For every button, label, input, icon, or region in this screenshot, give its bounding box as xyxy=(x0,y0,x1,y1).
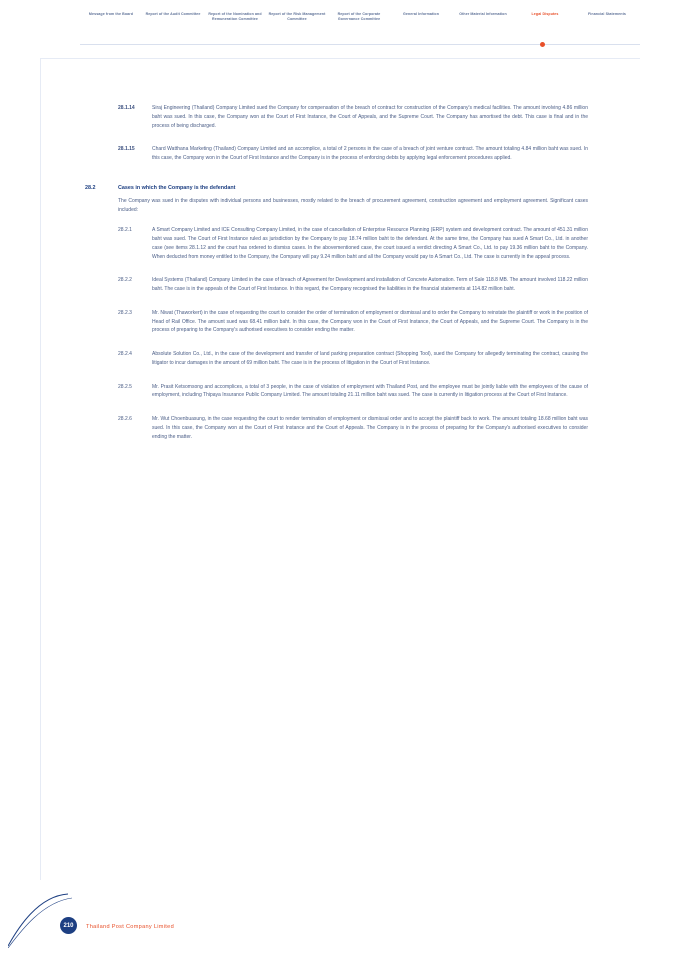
sub-clause-28-2-5 xyxy=(118,383,588,401)
clause-number: 28.2.1 xyxy=(118,227,132,234)
clause-text: Ideal Systems (Thailand) Company Limited in the case of breach of Agreement for Development and installation of Concrete Automation. Term of Sale 118.8 MB. The amount involved 118.22 million baht. The case is in the appeals of the Court of First Instance. In this regard, the Company recognised the liabilities in the financial statements at 114.82 million baht. xyxy=(152,277,588,292)
clause-number: 28.1.15 xyxy=(118,146,135,153)
sub-clause-28-2-6 xyxy=(118,415,588,441)
clause-text: Absolute Solution Co., Ltd., in the case of the development and transfer of land parking preparation contract (Shopping Tool), sued the Company for allegedly terminating the contract, causing the litigator to incur damages in the amount of 69 million baht. The case is in the process of litigation in the Court of First Instance. xyxy=(152,351,588,366)
nav-active-marker-icon xyxy=(540,42,545,47)
clause-text: Mr. Wut Choenbuasung, in the case requesting the court to render termination of employment or dismissal order and to accept the plaintiff back to work. The amount totaling 18.68 million baht was sued. In this case, the Company won at the Court of First Instance and the Court of Appeals. The Company is in the process of preparing for the Company's authorised executives to consider ending the matter. xyxy=(152,416,588,440)
clause-text: A Smart Company Limited and ICE Consulting Company Limited, in the case of cancellation of Enterprise Resource Planning (ERP) system and development contract. The amount of 451.31 million baht was sued. The Court of First Instance ruled as jurisdiction by the Company to pay 18.74 million baht to the defendant. At the same time, the Company has sued A Smart Co., Ltd. in another case (see items 28.1.12 and the court has ordered to dismiss cases. In the abovementioned case, the court issued a verdict directing A Smart Co., Ltd. to pay 19.36 million baht to the Company. When deducted from money entitled to the Company, the Company will pay 9.24 million baht and all the Company would pay to A Smart Co., Ltd. The case is currently in the appeal process. xyxy=(152,227,588,260)
section-intro-text: The Company was sued in the disputes with individual persons and businesses, mostly related to the breach of procurement agreement, construction agreement and employment agreement. Significant cases included: xyxy=(118,197,588,213)
clause-text: Siraj Engineering (Thailand) Company Limited sued the Company for compensation of the breach of contract for construction of the Company's medical facilities. The amount involving 4.86 million baht was sued. In this case, the Company won at the Court of First Instance, the Court of Appeals, and the Supreme Court. The Company has amortised the debt. This case is final and in the process of being discharged. xyxy=(152,105,588,129)
nav-item-2-label: Report of the Nomination and Remuneration Committee xyxy=(208,12,262,22)
nav-item-6[interactable] xyxy=(452,12,514,19)
nav-item-4-label: Report of the Corporate Governance Committee xyxy=(337,12,381,22)
nav-item-1[interactable] xyxy=(142,12,204,19)
document-body xyxy=(85,104,588,456)
nav-item-5[interactable] xyxy=(390,12,452,19)
clause-number: 28.2.2 xyxy=(118,277,132,284)
page-number-badge: 210 xyxy=(60,917,77,934)
nav-item-7-label: Legal Disputes xyxy=(531,12,559,16)
clause-number: 28.2.3 xyxy=(118,309,132,316)
clause-number: 28.2.4 xyxy=(118,351,132,357)
clause-number: 28.2.6 xyxy=(118,416,132,422)
clause-28-1-15 xyxy=(118,145,588,163)
sub-clause-28-2-1 xyxy=(118,226,588,261)
nav-item-list xyxy=(0,0,680,24)
clause-text: Chard Watthana Marketing (Thailand) Company Limited and an accomplice, a total of 2 persons in the case of a breach of joint venture contract. The amount totaling 4.84 million baht was sued. In this case, the Company won in the Court of First Instance and the Company is in the process of enforcing debts by applying legal enforcement procedures applied. xyxy=(152,146,588,161)
nav-item-4[interactable] xyxy=(328,12,390,24)
clause-text: Mr. Prasit Ketsomsong and accomplices, a total of 3 people, in the case of violation of employment with Thailand Post, and the employee must be jointly liable with the employees of the cause of employment, including Thipaya Insurance Public Company Limited. The amount totaling 21.11 million baht was sued. The case is currently in litigation process at the Court of First Instance. xyxy=(152,383,588,399)
sub-clause-28-2-4 xyxy=(118,350,588,368)
nav-item-1-label: Report of the Audit Committee xyxy=(145,12,201,16)
section-title: Cases in which the Company is the defendant xyxy=(118,184,236,191)
nav-underline xyxy=(80,44,640,45)
nav-item-0[interactable] xyxy=(80,12,142,19)
clause-28-1-14 xyxy=(118,104,588,130)
clause-number: 28.1.14 xyxy=(118,105,135,111)
nav-item-6-label: Other Material Information xyxy=(459,12,507,16)
section-number: 28.2 xyxy=(85,184,96,191)
sub-clause-28-2-2 xyxy=(118,276,588,294)
clause-text: Mr. Niwat (Thaworkert) in the case of requesting the court to consider the order of termination of employment or dismissal and to order the Company to reinstate the plaintiff or work in the position of Head of Rail Office. The amount sued was 68.41 million baht. In this case, the Company won in the Court of First Instance, the Court of Appeals, and the Supreme Court. The Company is in the process of preparing to the Company's authorised executives to consider ending the matter. xyxy=(152,309,588,334)
nav-item-0-label: Message from the Board xyxy=(88,12,134,16)
footer-company-name: Thailand Post Company Limited xyxy=(86,924,174,930)
left-margin-rule xyxy=(40,58,41,880)
clause-number: 28.2.5 xyxy=(118,383,132,390)
nav-item-8[interactable] xyxy=(576,12,638,19)
nav-item-8-label: Financial Statements xyxy=(588,12,626,16)
nav-item-3[interactable] xyxy=(266,12,328,24)
top-navigation xyxy=(0,0,680,52)
nav-item-2[interactable] xyxy=(204,12,266,24)
header-divider xyxy=(40,58,640,59)
nav-item-legal-disputes[interactable] xyxy=(514,12,576,19)
sub-clause-28-2-3 xyxy=(118,309,588,335)
nav-item-3-label: Report of the Risk Management Committee xyxy=(268,12,326,22)
section-heading xyxy=(85,185,588,191)
page-footer xyxy=(0,880,680,962)
nav-item-5-label: General Information xyxy=(402,12,440,16)
